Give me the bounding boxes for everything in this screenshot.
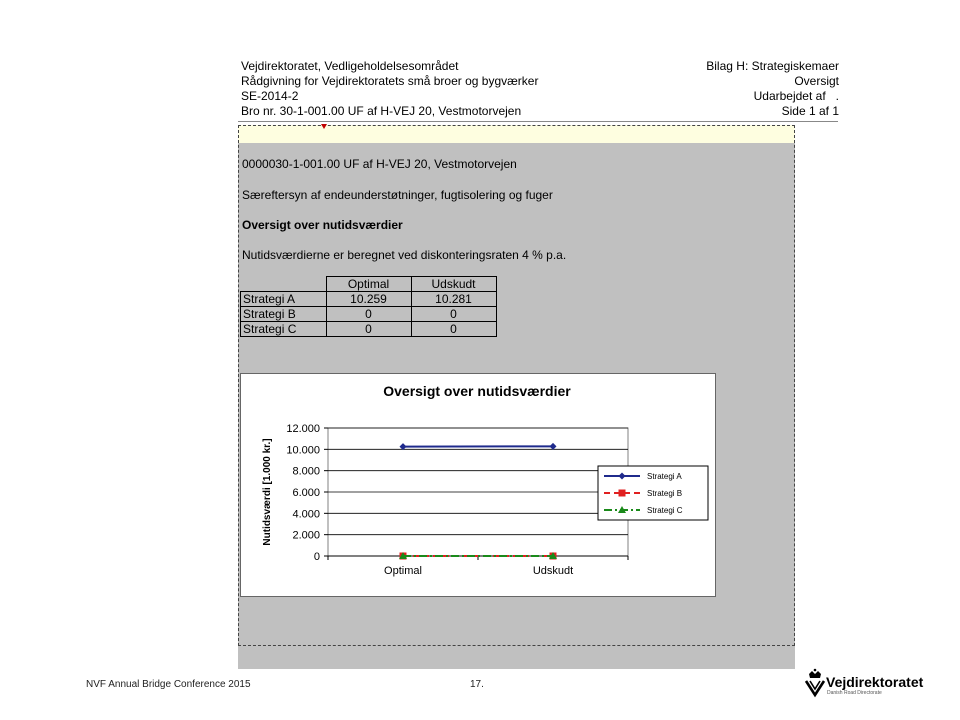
header-appendix: Bilag H: Strategiskemaer	[706, 59, 839, 73]
table-header-cell: Udskudt	[411, 277, 496, 292]
y-tick-label: 12.000	[286, 423, 320, 435]
header-organization: Vejdirektoratet, Vedligeholdelsesområdet	[241, 59, 459, 73]
x-tick-label: Udskudt	[532, 565, 574, 577]
header-overview: Oversigt	[794, 74, 839, 88]
table-row	[241, 292, 497, 307]
table-cell: 10.281	[411, 292, 496, 307]
table-cell: 0	[326, 307, 411, 322]
y-tick-label: 2.000	[292, 529, 320, 542]
table-cell: 0	[326, 322, 411, 337]
present-value-table	[240, 276, 497, 337]
header-right	[706, 59, 839, 119]
table-header-row	[241, 277, 497, 292]
legend-label: Strategi A	[647, 472, 682, 481]
discount-note: Nutidsværdierne er beregnet ved diskonteringsraten 4 % p.a.	[242, 248, 567, 262]
table-header-cell: Optimal	[326, 277, 411, 292]
legend-marker	[619, 490, 626, 497]
y-tick-label: 8.000	[292, 465, 320, 478]
y-axis-label: Nutidsværdi [1.000 kr.]	[262, 438, 273, 546]
header-page: Side 1 af 1	[781, 104, 839, 118]
section-title: Oversigt over nutidsværdier	[242, 218, 403, 232]
y-tick-label: 10.000	[286, 444, 320, 457]
y-tick-label: 6.000	[292, 487, 320, 499]
header-prepared-by: Udarbejdet af .	[753, 89, 839, 103]
table-cell: Strategi C	[241, 322, 327, 337]
present-value-chart	[240, 373, 714, 595]
header-project: Rådgivning for Vejdirektoratets små broer og bygværker	[241, 74, 539, 88]
header-rule	[238, 121, 838, 122]
table-row	[241, 322, 497, 337]
header-bridge: Bro nr. 30-1-001.00 UF af H-VEJ 20, Vestmotorvejen	[241, 104, 522, 118]
header-case-number: SE-2014-2	[241, 89, 299, 103]
logo-wordmark: Vejdirektoratet	[826, 674, 924, 690]
x-tick-label: Optimal	[384, 565, 422, 577]
bridge-id: 0000030-1-001.00 UF af H-VEJ 20, Vestmotorvejen	[242, 157, 517, 171]
footer-conference: NVF Annual Bridge Conference 2015	[86, 679, 251, 690]
footer-page-number: 17.	[470, 679, 484, 690]
comment-marker-icon	[321, 124, 327, 129]
table-row	[241, 307, 497, 322]
table-cell: Strategi B	[241, 307, 327, 322]
inspection-text: Særeftersyn af endeunderstøtninger, fugtisolering og fuger	[242, 188, 553, 202]
table-cell: 0	[411, 322, 496, 337]
table-cell: 10.259	[326, 292, 411, 307]
y-tick-label: 4.000	[292, 508, 320, 521]
legend-label: Strategi B	[647, 489, 683, 498]
logo-subtitle: Danish Road Directorate	[827, 690, 882, 696]
table-cell: Strategi A	[241, 292, 327, 307]
legend-label: Strategi C	[647, 506, 683, 515]
header-left	[241, 59, 538, 119]
table-header-cell	[241, 277, 327, 292]
table-cell: 0	[411, 307, 496, 322]
y-tick-label: 0	[313, 551, 320, 563]
crown-logo-icon	[804, 668, 826, 698]
chart-title: Oversigt over nutidsværdier	[383, 383, 571, 399]
